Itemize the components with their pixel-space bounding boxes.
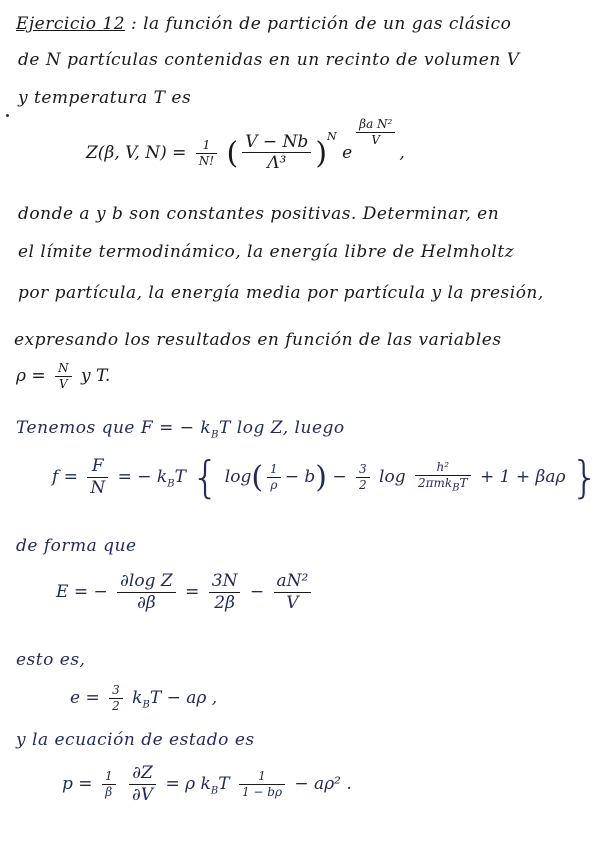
statement-line-5: el límite termodinámico, la energía libre de Helmholtz [18,242,515,262]
volume-fraction: $\frac{V - Nb}{\text{Λ³}}$ [242,133,311,174]
free-energy-equation: f = $\frac{F}{N}$ = − $k_BT$ { log( $\frac{1}{\rho}$ − b) − $\frac{3}{2}$ log $\frac{\text{h²}}{2\pi mk_BT}$ + 1 + βaρ } [52,452,599,503]
ink-dot [6,114,9,117]
statement-line-7: expresando los resultados en función de las variables [14,330,502,350]
pressure-equation: p = $\frac{1}{\beta}$ $\frac{\partial Z}{\partial V}$ = ρ $k_BT$ $\frac{1}{1 - b\rho}$ − aρ² . [62,763,352,805]
energy-per-particle-equation: e = $\frac{3}{2}$ $k_BT - a\rho$ , [70,683,218,713]
statement-line-2: de N partículas contenidas en un recinto de volumen V [18,50,520,70]
statement-line-1: Ejercicio 12 : la función de partición de un gas clásico [16,14,512,34]
partition-function-equation: Z(β, V, N) = $\frac{1}{N!}$ ( $\frac{V - Nb}{\text{Λ³}}$ )$^N$ e $\frac{\text{βa N²}}{V}$ , [86,117,405,174]
ecuacion-de-estado: y la ecuación de estado es [16,730,255,750]
esto-es: esto es, [16,650,86,670]
exercise-title: Ejercicio 12 [16,14,126,34]
mean-energy-equation: E = − $\frac{\text{∂log Z}}{\partial\beta}$ = $\frac{3N}{2\beta}$ − $\frac{\text{aN²}}{V}$ [56,572,315,613]
de-forma-que: de forma que [16,536,137,556]
exponent-fraction: $\frac{\text{βa N²}}{V}$ [356,118,395,147]
prefactor-fraction: $\frac{1}{N!}$ [196,139,217,168]
statement-line-4: donde a y b son constantes positivas. Determinar, en [18,204,500,224]
solution-intro: Tenemos que F = − $k_BT$ log Z, luego [16,418,345,441]
statement-line-3: y temperatura T es [18,88,192,108]
statement-line-6: por partícula, la energía media por partícula y la presión, [18,283,544,303]
density-definition: ρ = $\frac{N}{V}$ y T. [16,361,111,391]
